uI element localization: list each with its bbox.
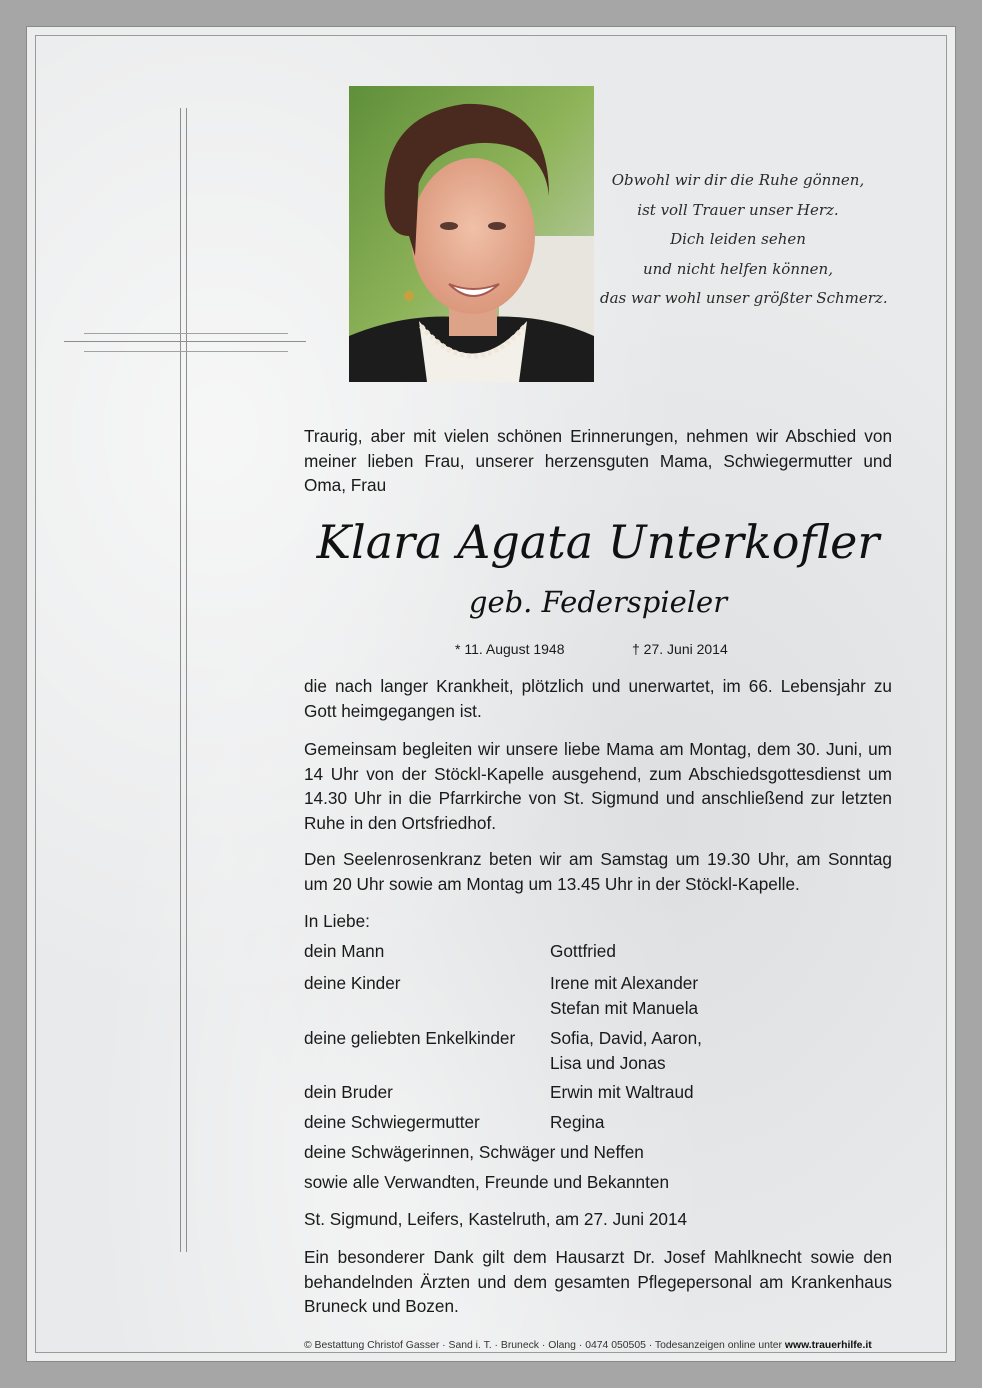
mourner-names: Sofia, David, Aaron, [550,1028,702,1048]
portrait-photo [349,86,594,382]
mourner-names: Stefan mit Manuela [550,998,699,1018]
mourner-names: Irene mit Alexander [550,973,699,993]
funeral-text: Gemeinsam begleiten wir unsere liebe Mama am Montag, dem 30. Juni, um 14 Uhr von der Stöckl-Kapelle ausgehend, zum Abschiedsgottesdienst um 14.30 Uhr in die Pfarrkirche von St. Sigmund und anschließend zur letzten Ruhe in den Ortsfriedhof. [304,739,892,833]
place-date: St. Sigmund, Leifers, Kastelruth, am 27. Juni 2014 [304,1209,688,1229]
poem-line: Dich leiden sehen [670,230,806,248]
relatives-text: sowie alle Verwandten, Freunde und Bekannten [304,1172,670,1192]
in-love-label: In Liebe: [304,911,370,931]
poem [600,166,888,314]
mourner-relation: deine geliebten Enkelkinder [304,1028,516,1048]
poem-line: das war wohl unser größter Schmerz. [600,289,888,307]
maiden-name: geb. Federspieler [468,585,728,619]
footer [304,1339,928,1353]
intro-text: Traurig, aber mit vielen schönen Erinnerungen, nehmen wir Abschied von meiner lieben Frau, unserer herzensguten Mama, Schwiegermutter und Oma, Frau [304,426,892,496]
passing-text: die nach langer Krankheit, plötzlich und unerwartet, im 66. Lebensjahr zu Gott heimgegangen ist. [304,676,892,721]
rosary-text: Den Seelenrosenkranz beten wir am Samstag um 19.30 Uhr, am Sonntag um 20 Uhr sowie am Montag um 13.45 Uhr in der Stöckl-Kapelle. [304,849,892,894]
mourner-relation: dein Mann [304,941,385,961]
mourner-names: Lisa und Jonas [550,1053,666,1073]
deceased-name: Klara Agata Unterkofler [316,515,880,569]
poem-line: Obwohl wir dir die Ruhe gönnen, [611,171,865,189]
mourner-relation: deine Kinder [304,973,401,993]
mourner-names: Erwin mit Waltraud [550,1082,694,1102]
poem-line: ist voll Trauer unser Herz. [637,200,839,219]
mourner-names: Regina [550,1112,605,1132]
mourner-names: Gottfried [550,941,616,961]
birth-date: * 11. August 1948 [455,641,565,657]
death-date: † 27. Juni 2014 [632,641,728,657]
poem-line: und nicht helfen können, [643,259,833,278]
footer-text: © Bestattung Christof Gasser · Sand i. T. · Bruneck · Olang · 0474 050505 · Todesanzeigen online unter [304,1340,783,1351]
footer-link[interactable]: www.trauerhilfe.it [784,1340,872,1351]
mourner-relation: dein Bruder [304,1082,393,1102]
thanks-text: Ein besonderer Dank gilt dem Hausarzt Dr. Josef Mahlknecht sowie den behandelnden Ärzten und dem gesamten Pflegepersonal am Krankenhaus Bruneck und Bozen. [304,1247,892,1317]
mourner-relation: deine Schwiegermutter [304,1112,480,1132]
inlaws-text: deine Schwägerinnen, Schwäger und Neffen [304,1142,644,1162]
